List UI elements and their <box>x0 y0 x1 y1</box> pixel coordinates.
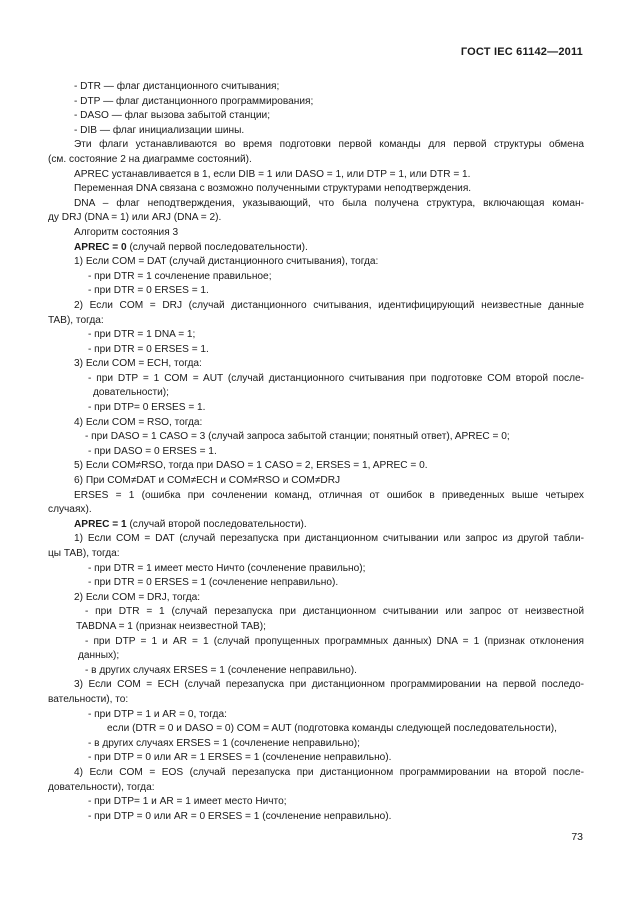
text-line: довательности); <box>93 387 169 399</box>
document-body <box>48 80 584 824</box>
text-line: - DIB — флаг инициализации шины. <box>74 124 245 136</box>
text-line: DNA – флаг неподтверждения, указывающий, что была получена структура, включающая коман- <box>74 197 584 209</box>
text-line: - при DTP = 0 или AR = 1 ERSES = 1 (сочленение неправильно). <box>88 752 392 764</box>
text-line: 1) Если COM = DAT (случай перезапуска при дистанционном считывании или запрос из другой табли- <box>74 533 584 545</box>
text-line: Переменная DNA связана с возможно полученными структурами неподтверждения. <box>74 183 472 195</box>
text-line: - DTP — флаг дистанционного программирования; <box>74 95 314 107</box>
text-line: вательности), то: <box>48 693 129 705</box>
text-line: если (DTR = 0 и DASO = 0) COM = AUT (подготовка команды следующей последовательности), <box>107 723 557 735</box>
text-line: 5) Если COM≠RSO, тогда при DASO = 1 CASO = 2, ERSES = 1, APREC = 0. <box>74 460 428 472</box>
heading-note: (случай первой последовательности). <box>126 241 308 253</box>
text-line: Эти флаги устанавливаются во время подготовки первой команды для первой структуры обмена <box>74 139 584 151</box>
text-line: - в других случаях ERSES = 1 (сочленение неправильно). <box>85 664 357 676</box>
text-line: 2) Если COM = DRJ, тогда: <box>74 591 201 603</box>
text-line: - DASO — флаг вызова забытой станции; <box>74 110 271 122</box>
document-header: ГОСТ IEC 61142—2011 <box>460 46 583 58</box>
text-line: TAB), тогда: <box>48 314 104 326</box>
text-line: - при DTR = 1 DNA = 1; <box>88 329 196 341</box>
text-line: - при DTR = 0 ERSES = 1. <box>88 343 209 355</box>
page-number: 73 <box>571 831 583 843</box>
text-line: 4) Если COM = EOS (случай перезапуска при дистанционном программировании на второй после- <box>74 766 584 778</box>
text-line: 6) При COM≠DAT и COM≠ECH и COM≠RSO и COM≠DRJ <box>74 475 341 487</box>
text-line: 2) Если COM = DRJ (случай дистанционного считывания, идентифицирующий неизвестные данные <box>74 299 584 311</box>
text-line: случаях). <box>48 504 92 516</box>
text-line: ERSES = 1 (ошибка при сочленении команд, отличная от ошибок в приведенных выше четырех <box>74 489 584 501</box>
text-line: 3) Если COM = ECH, тогда: <box>74 358 202 370</box>
text-line: - при DTP = 1 и AR = 0, тогда: <box>88 708 227 720</box>
text-line: - при DTR = 1 сочленение правильное; <box>88 270 272 282</box>
bold-heading: APREC = 0 <box>74 241 127 253</box>
text-line: - при DTR = 1 (случай перезапуска при дистанционном считывании или запрос от неизвестной <box>85 606 584 618</box>
text-line: - в других случаях ERSES = 1 (сочленение неправильно); <box>88 737 360 749</box>
text-line: - при DASO = 1 CASO = 3 (случай запроса забытой станции; понятный ответ), APREC = 0; <box>85 431 510 443</box>
text-line: 1) Если COM = DAT (случай дистанционного считывания), тогда: <box>74 256 379 268</box>
text-line <box>48 518 584 533</box>
text-line: - при DTP = 0 или AR = 0 ERSES = 1 (сочленение неправильно). <box>88 810 392 822</box>
text-line: APREC устанавливается в 1, если DIB = 1 или DASO = 1, или DTP = 1, или DTR = 1. <box>74 168 471 180</box>
text-line: (см. состояние 2 на диаграмме состояний). <box>48 153 252 165</box>
text-line: - при DTP = 1 и AR = 1 (случай пропущенных программных данных) DNA = 1 (признак отклонения <box>85 635 584 647</box>
text-line: - при DTP= 1 и AR = 1 имеет место Ничто; <box>88 796 287 808</box>
heading-note: (случай второй последовательности). <box>126 518 307 530</box>
text-line: - при DTR = 0 ERSES = 1. <box>88 285 209 297</box>
text-line: - при DTR = 1 имеет место Ничто (сочленение правильно); <box>88 562 366 574</box>
text-line <box>48 241 584 256</box>
text-line: - при DTP= 0 ERSES = 1. <box>88 402 206 414</box>
text-line: ду DRJ (DNA = 1) или ARJ (DNA = 2). <box>48 212 222 224</box>
text-line: 4) Если COM = RSO, тогда: <box>74 416 203 428</box>
text-line: - при DTP = 1 COM = AUT (случай дистанционного считывания при подготовке COM второй после- <box>88 372 584 384</box>
text-line: - при DTR = 0 ERSES = 1 (сочленение неправильно). <box>88 577 339 589</box>
text-line: - DTR — флаг дистанционного считывания; <box>74 81 280 92</box>
text-line: TABDNA = 1 (признак неизвестной TAB); <box>76 620 266 632</box>
text-line: - при DASO = 0 ERSES = 1. <box>88 445 217 457</box>
text-line: цы TAB), тогда: <box>48 548 120 559</box>
text-line: довательности), тогда: <box>48 781 155 793</box>
bold-heading: APREC = 1 <box>74 518 127 530</box>
text-line: Алгоритм состояния 3 <box>74 226 179 238</box>
text-line: 3) Если COM = ECH (случай перезапуска при дистанционном программировании на первой последо- <box>74 679 584 691</box>
text-line: данных); <box>78 650 120 662</box>
